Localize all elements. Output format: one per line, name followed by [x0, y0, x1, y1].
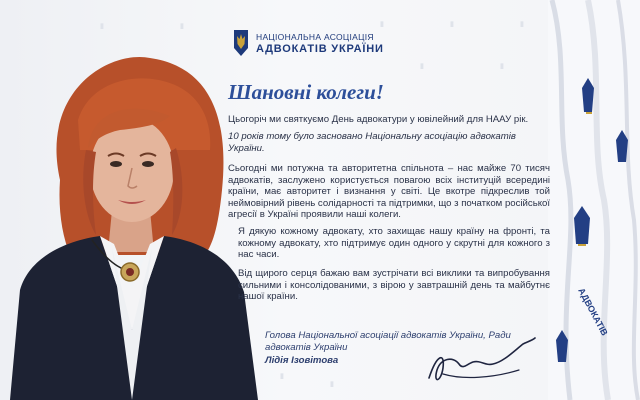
logo-line-1: НАЦІОНАЛЬНА АСОЦІАЦІЯ — [256, 32, 374, 42]
naau-trident-logo-icon — [232, 30, 250, 56]
paragraph-thanks: Я дякую кожному адвокату, хто захищає нашу країну на фронті, та кожному адвокату, хто підтримує один одного у скрутні для кожного з нас часи. — [238, 226, 550, 261]
naau-logo — [232, 30, 384, 56]
naau-flag — [548, 0, 640, 400]
greeting-title: Шановні колеги! — [228, 80, 384, 104]
paragraph-anniversary: Цьогоріч ми святкуємо День адвокатури у ювілейний для НААУ рік. — [228, 114, 529, 125]
portrait-photo — [0, 30, 262, 400]
signatory-name: Лідія Ізовітова — [265, 355, 339, 366]
svg-text:АДВОКАТІВ: АДВОКАТІВ — [576, 286, 610, 338]
handwritten-signature — [423, 334, 539, 390]
logo-line-2: АДВОКАТІВ УКРАЇНИ — [256, 43, 384, 55]
greeting-card: ▮ ▮ ▮ ▮ ▮ ▮ ▮ ▮ ▮ АДВОКАТІВ НАЦІОНАЛЬНА АСОЦІАЦІЯ АДВОКАТІВ УКРАЇНИ Шановні колеги! Цьогоріч ми святкуємо День адвокатури у ювілейний для НААУ рік. 10 років тому було засновано Національну асоціацію адвокатів України. Сьогодні ми потужна та авторитетна спільнота – нас майже 70 тисяч адвокатів, заслужено користується повагою всіх інституцій всередині країни, має авторитет і визнання у світі. Це вкотре підкреслив той неймовірний рівень солідарності та підтримки, що з початком російської агресії в Україні проявили наші колеги. Я дякую кожному адвокату, хто захищає нашу країну на фронті, та кожному адвокату, хто підтримує один одного у скрутні для кожного з нас часи. Від щирого серця бажаю вам зустрічати всі виклики та випробування сильними і консолідованими, з вірою у завтрашній день та майбутнє нашої країни. Голова Національної асоціації адвокатів України, Ради адвокатів України Лідія Ізовітова — [0, 0, 640, 400]
paragraph-wishes: Від щирого серця бажаю вам зустрічати всі виклики та випробування сильними і консолідованими, з вірою у завтрашній день та майбутнє нашої країни. — [238, 268, 550, 303]
paragraph-founding: 10 років тому було засновано Національну асоціацію адвокатів України. — [228, 131, 516, 154]
paragraph-community: Сьогодні ми потужна та авторитетна спільнота – нас майже 70 тисяч адвокатів, заслужено користується повагою всіх інституцій всередині країни, має авторитет і визнання у світі. Це вкотре підкреслив той неймовірний рівень солідарності та підтримки, що з початком російської агресії в Україні проявили наші колеги. — [228, 163, 551, 221]
signatory-role: Голова Національної асоціації адвокатів України, Ради адвокатів України — [265, 330, 511, 353]
